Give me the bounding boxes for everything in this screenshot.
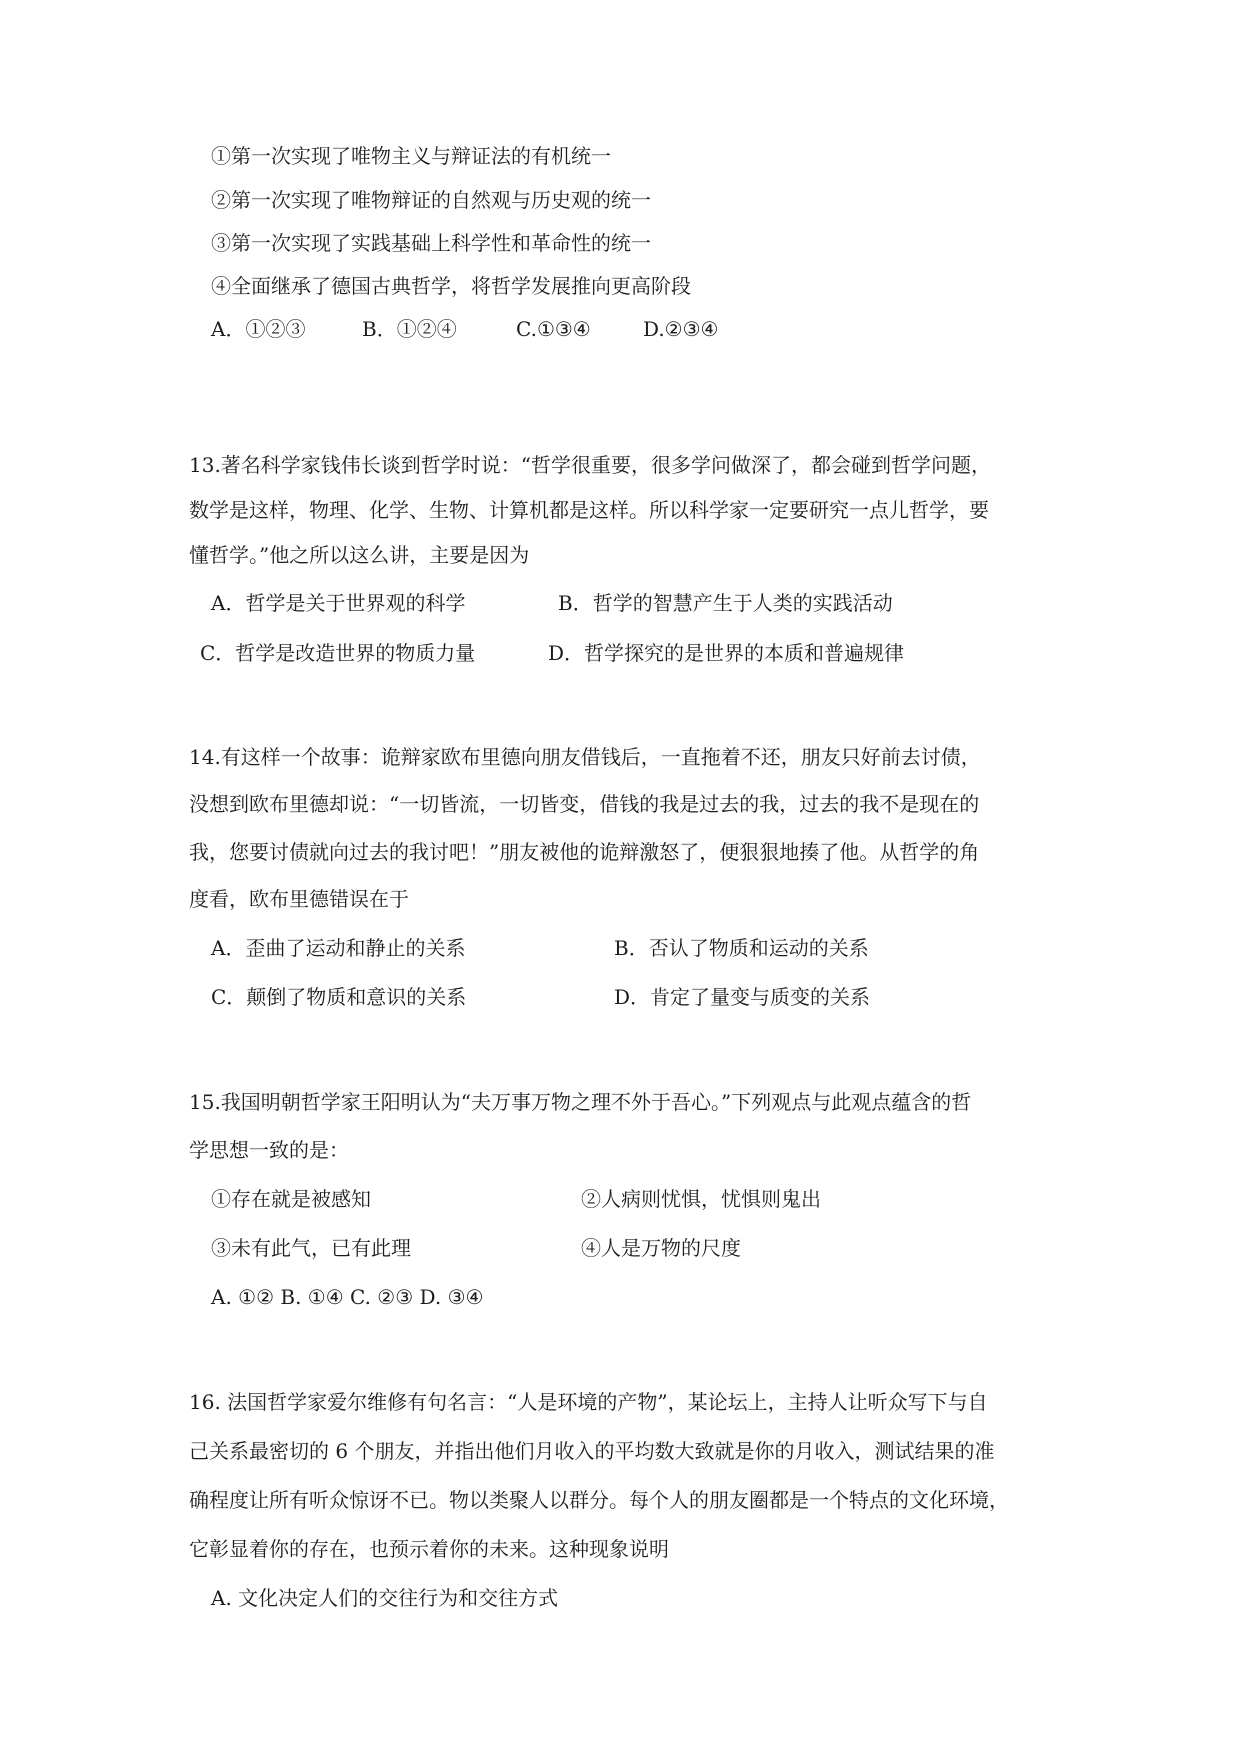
q15-stem-line-1: 15.我国明朝哲学家王阳明认为“夫万事万物之理不外于吾心。”下列观点与此观点蕴含的哲 [189,1090,972,1114]
q14-stem-line-3: 我，您要讨债就向过去的我讨吧！”朋友被他的诡辩激怒了，便狠狠地揍了他。从哲学的角 [189,840,980,864]
q13-option-a: A．哲学是关于世界观的科学 [211,591,466,615]
q16-stem-line-4: 它彰显着你的存在，也预示着你的未来。这种现象说明 [189,1537,669,1561]
q14-option-c: C．颠倒了物质和意识的关系 [211,985,467,1009]
q13-stem-line-3: 懂哲学。”他之所以这么讲，主要是因为 [189,543,530,567]
q16-option-a: A. 文化决定人们的交往行为和交往方式 [211,1586,559,1610]
q13-stem-line-1: 13.著名科学家钱伟长谈到哲学时说：“哲学很重要，很多学问做深了，都会碰到哲学问题， [189,453,992,477]
q15-options: A. ①② B. ①④ C. ②③ D. ③④ [211,1285,484,1309]
q12-statement-4: ④全面继承了德国古典哲学，将哲学发展推向更高阶段 [211,274,691,298]
q12-statement-2: ②第一次实现了唯物辩证的自然观与历史观的统一 [211,188,651,212]
q14-option-d: D．肯定了量变与质变的关系 [614,985,871,1009]
q14-stem-line-2: 没想到欧布里德却说：“一切皆流，一切皆变，借钱的我是过去的我，过去的我不是现在的 [189,792,980,816]
q13-option-b: B．哲学的智慧产生于人类的实践活动 [558,591,893,615]
q14-stem-line-4: 度看，欧布里德错误在于 [189,887,409,911]
q13-option-d: D．哲学探究的是世界的本质和普遍规律 [548,641,905,665]
q12-option-b: B．①②④ [362,317,457,341]
q16-stem-line-2: 己关系最密切的 6 个朋友，并指出他们月收入的平均数大致就是你的月收入，测试结果的准 [189,1439,995,1463]
q15-statement-3: ③未有此气，已有此理 [211,1236,411,1260]
q16-stem-line-3: 确程度让所有听众惊讶不已。物以类聚人以群分。每个人的朋友圈都是一个特点的文化环境， [189,1488,1009,1512]
q15-statement-4: ④人是万物的尺度 [581,1236,741,1260]
q13-option-c: C．哲学是改造世界的物质力量 [200,641,476,665]
q12-statement-3: ③第一次实现了实践基础上科学性和革命性的统一 [211,231,651,255]
q15-stem-line-2: 学思想一致的是： [189,1138,349,1162]
q12-statement-1: ①第一次实现了唯物主义与辩证法的有机统一 [211,144,611,168]
q12-option-c: C.①③④ [516,317,591,341]
q14-option-a: A．歪曲了运动和静止的关系 [211,936,466,960]
q14-stem-line-1: 14.有这样一个故事：诡辩家欧布里德向朋友借钱后，一直拖着不还，朋友只好前去讨债， [189,745,981,769]
q12-option-a: A．①②③ [211,317,306,341]
q12-option-d: D.②③④ [643,317,719,341]
q16-stem-line-1: 16. 法国哲学家爱尔维修有句名言：“人是环境的产物”，某论坛上，主持人让听众写下与自 [189,1390,988,1414]
q15-statement-1: ①存在就是被感知 [211,1187,371,1211]
q14-option-b: B．否认了物质和运动的关系 [614,936,869,960]
q15-statement-2: ②人病则忧惧，忧惧则鬼出 [581,1187,821,1211]
q13-stem-line-2: 数学是这样，物理、化学、生物、计算机都是这样。所以科学家一定要研究一点儿哲学，要 [189,498,989,522]
